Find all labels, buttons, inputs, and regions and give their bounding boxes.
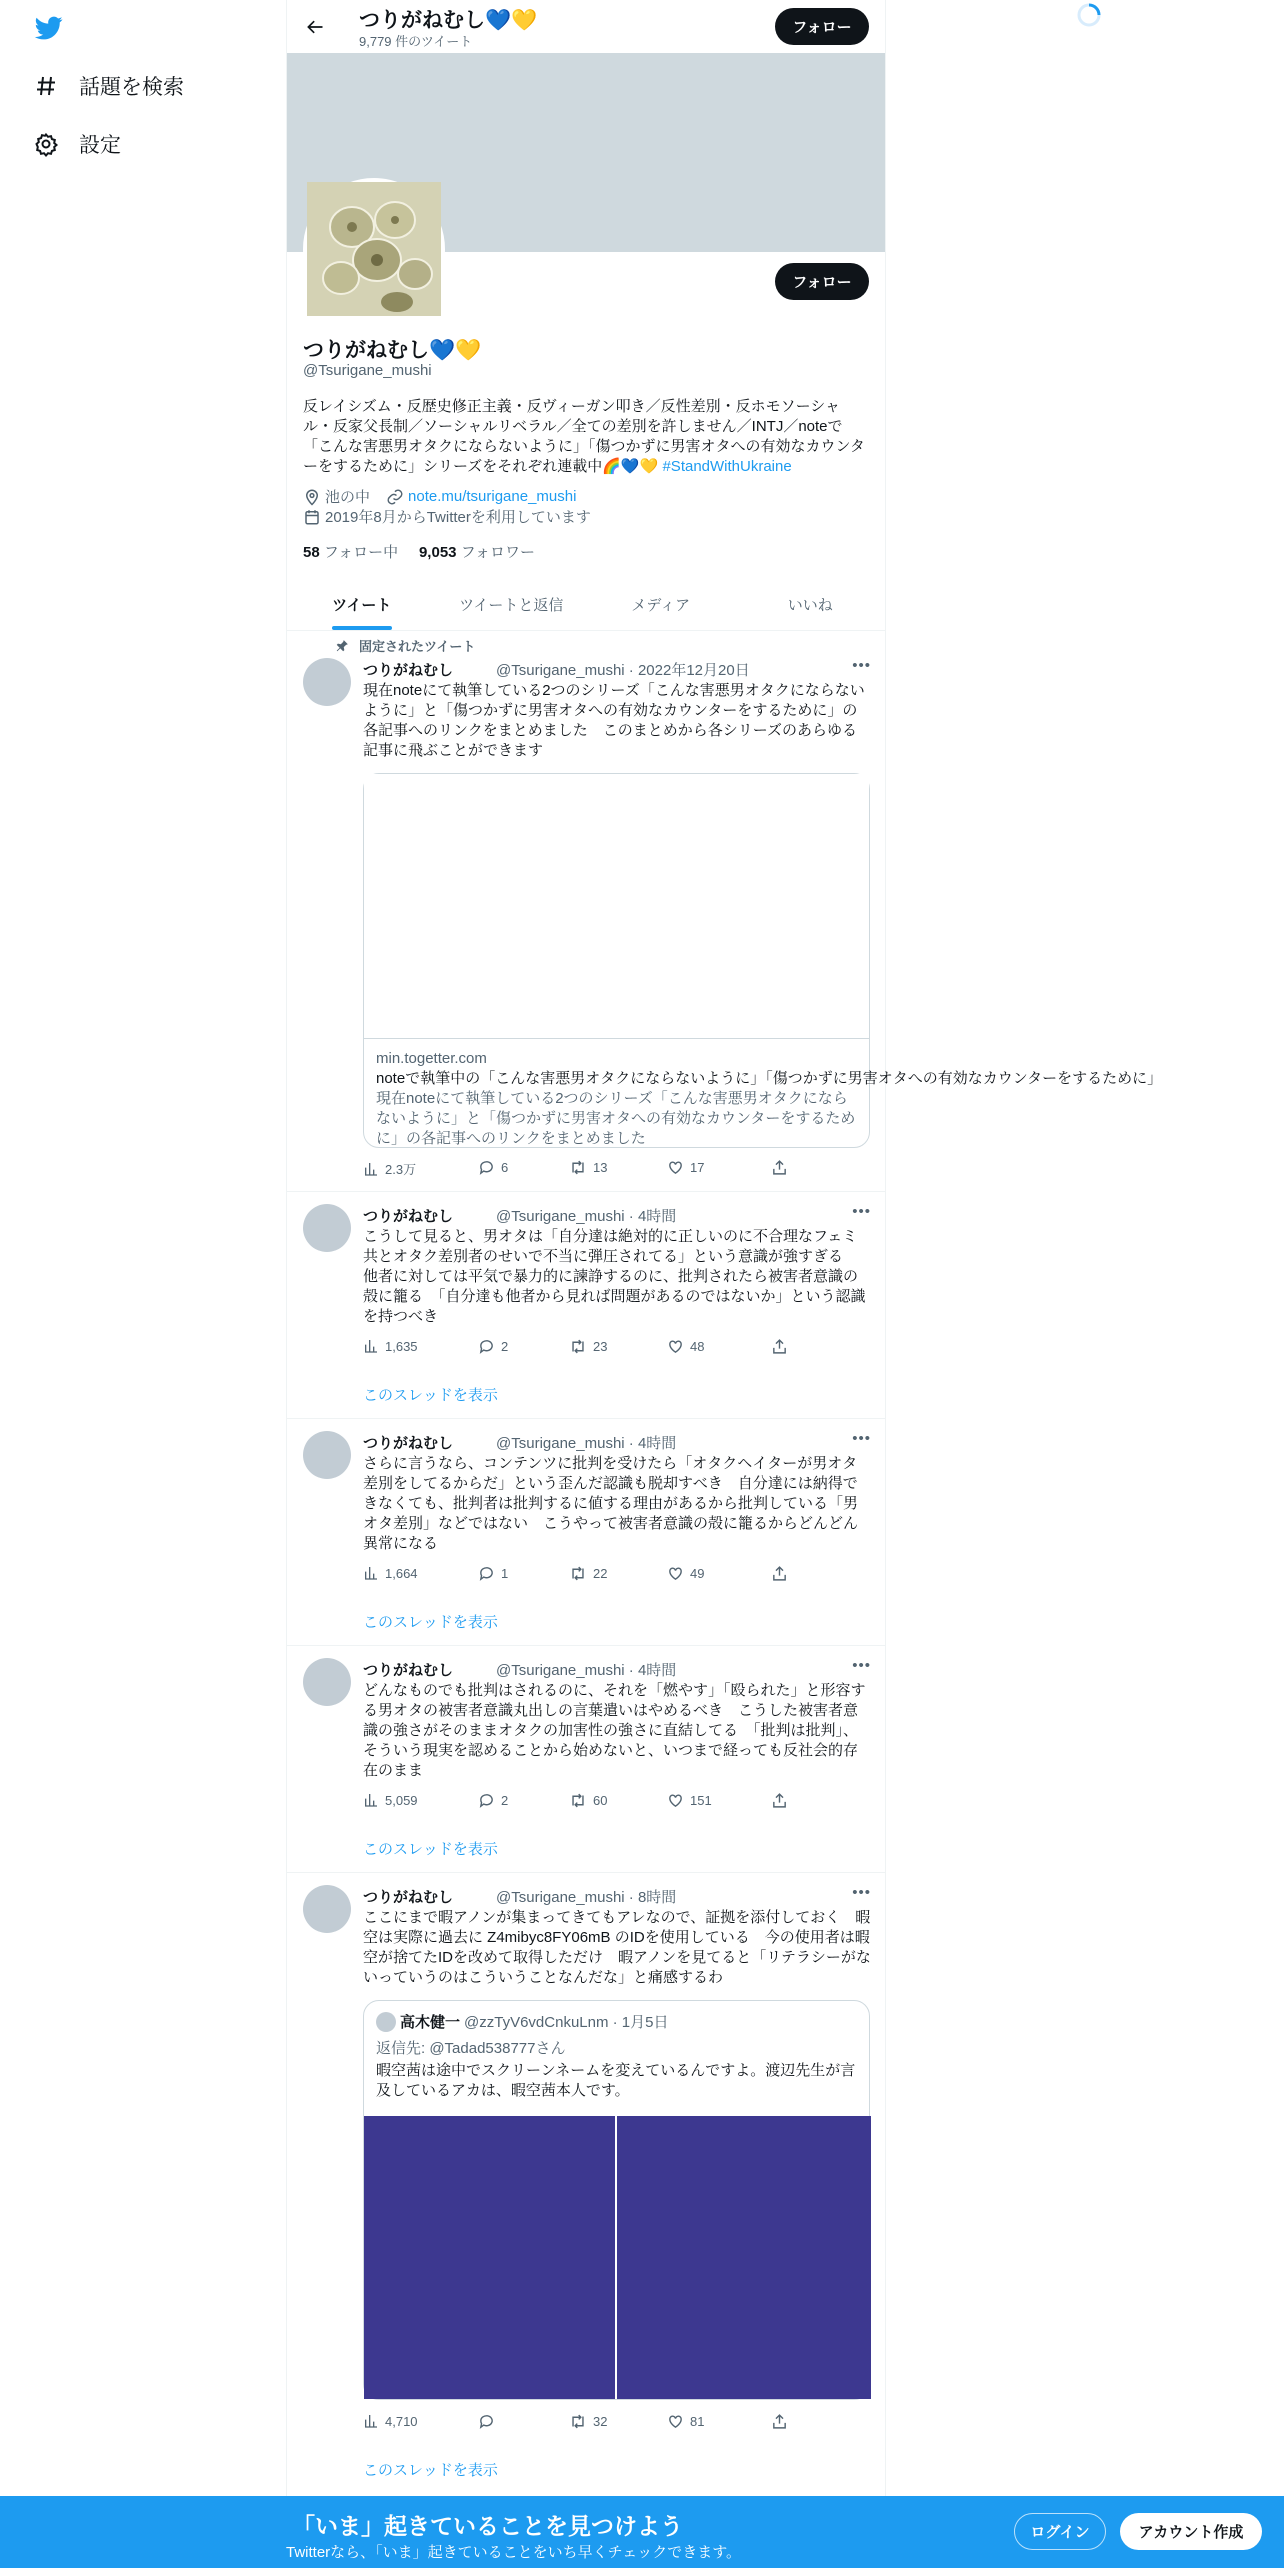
tweet-avatar[interactable]	[303, 1885, 351, 1933]
hashtag-icon	[33, 73, 59, 99]
heart-icon	[667, 1792, 684, 1809]
follow-counts	[303, 541, 535, 562]
tweet-avatar[interactable]	[303, 1204, 351, 1252]
signup-button[interactable]: アカウント作成	[1120, 2513, 1262, 2550]
show-thread-link[interactable]: このスレッドを表示	[363, 1614, 498, 1631]
left-nav	[0, 0, 286, 2568]
tweet-avatar[interactable]	[303, 658, 351, 706]
quoted-reply-to: 返信先: @Tadad538777さん	[376, 2040, 566, 2057]
link-card-image	[364, 774, 869, 1039]
share-button[interactable]	[771, 2413, 794, 2430]
link-card-domain: min.togetter.com	[376, 1050, 487, 1067]
tweet-actions	[363, 2413, 793, 2433]
views-count: 1,635	[385, 1338, 418, 1354]
tab-media[interactable]	[586, 578, 736, 630]
retweet-icon	[569, 1159, 587, 1176]
tweet-actions	[363, 1792, 793, 1812]
tab-likes-label: いいね	[787, 596, 833, 614]
like-button[interactable]	[667, 1792, 712, 1809]
pinned-label: 固定されたツイート	[359, 639, 476, 654]
profile-bio	[303, 397, 869, 477]
follow-button-header[interactable]: フォロー	[775, 8, 869, 45]
signup-prompt-title: 「いま」起きていることを見つけよう	[292, 2513, 683, 2539]
calendar-icon	[303, 508, 321, 526]
tweet-author-name[interactable]: つりがねむし	[363, 1208, 454, 1225]
share-icon	[771, 2413, 788, 2430]
reply-icon	[478, 2413, 495, 2430]
views-icon	[363, 2413, 379, 2429]
link-card[interactable]	[363, 773, 1163, 1148]
profile-website-link[interactable]: note.mu/tsurigane_mushi	[408, 488, 577, 505]
link-card-title: noteで執筆中の「こんな害悪男オタクにならないように」「傷つかずに男害オタへの有効なカウンターをするために」	[376, 1070, 1163, 1087]
show-thread-link[interactable]: このスレッドを表示	[363, 1841, 498, 1858]
like-count: 81	[690, 2414, 705, 2429]
profile-avatar[interactable]	[303, 178, 445, 320]
pin-icon	[335, 639, 349, 653]
like-count: 48	[690, 1339, 705, 1354]
quoted-tweet-header	[376, 2011, 668, 2032]
header-tweet-count: 9,779 件のツイート	[359, 34, 473, 49]
quoted-tweet-avatar	[376, 2012, 396, 2032]
retweet-icon	[569, 2413, 587, 2430]
active-tab-indicator	[332, 626, 392, 630]
location-pin-icon	[303, 488, 321, 506]
retweet-icon	[569, 1338, 587, 1355]
header-profile-name: つりがねむし💙💛	[359, 9, 538, 32]
tab-replies-label: ツイートと返信	[459, 596, 564, 614]
pinned-indicator	[335, 636, 475, 655]
tab-media-label: メディア	[631, 596, 691, 614]
tab-tweets-label: ツイート	[332, 596, 392, 614]
views-count: 4,710	[385, 2413, 418, 2429]
views-button[interactable]	[363, 1159, 416, 1178]
followers-count: 9,053	[418, 544, 457, 561]
retweet-button[interactable]	[569, 1792, 607, 1809]
views-button[interactable]	[363, 1338, 418, 1354]
like-count: 49	[690, 1566, 705, 1581]
bio-text: 反レイシズム・反歴史修正主義・反ヴィーガン叩き／反性差別・反ホモソーシャル・反家父長制／ソーシャルリベラル／全ての差別を許しません／INTJ／noteで「こんな害悪男オタクにならないように」「傷つかずに男害オタへの有効なカウンターをするために」シリーズをそれぞれ連載中🌈💙💛	[303, 398, 865, 475]
like-button[interactable]	[667, 1565, 704, 1582]
views-button[interactable]	[363, 1792, 418, 1808]
tweet-author-handle[interactable]: @Tsurigane_mushi · 4時間	[496, 1662, 677, 1679]
like-button[interactable]	[667, 1338, 704, 1355]
like-count: 17	[690, 1160, 705, 1175]
share-button[interactable]	[771, 1792, 794, 1809]
following-link[interactable]	[303, 544, 398, 561]
tab-tweets[interactable]	[287, 578, 437, 630]
loading-spinner-icon	[1076, 2, 1102, 28]
show-thread-link[interactable]: このスレッドを表示	[363, 1387, 498, 1404]
tweet-author-handle[interactable]: @Tsurigane_mushi · 4時間	[496, 1208, 677, 1225]
nav-explore-label: 話題を検索	[79, 76, 184, 99]
retweet-count: 32	[593, 2414, 608, 2429]
tweet[interactable]	[287, 1192, 885, 1419]
heart-icon	[667, 2413, 684, 2430]
signup-prompt-subtitle: Twitterなら、「いま」起きていることをいち早くチェックできます。	[286, 2544, 742, 2561]
tweet-author-handle[interactable]: @Tsurigane_mushi · 4時間	[496, 1435, 677, 1452]
following-count: 58	[303, 544, 320, 561]
like-button[interactable]	[667, 1159, 704, 1176]
tweet-author-name[interactable]: つりがねむし	[363, 662, 454, 679]
share-button[interactable]	[771, 1565, 794, 1582]
views-icon	[363, 1161, 379, 1177]
followers-link[interactable]	[419, 544, 535, 561]
profile-name: つりがねむし💙💛	[303, 339, 482, 362]
heart-icon	[667, 1338, 684, 1355]
profile-joined: 2019年8月からTwitterを利用しています	[325, 509, 591, 526]
heart-icon	[667, 1159, 684, 1176]
quoted-image-1[interactable]	[364, 2116, 615, 2399]
tweet-author-name[interactable]: つりがねむし	[363, 1662, 454, 1679]
retweet-button[interactable]	[569, 1159, 607, 1176]
quoted-tweet[interactable]	[363, 2000, 870, 2400]
follow-button[interactable]: フォロー	[775, 263, 869, 300]
tweet-text: さらに言うなら、コンテンツに批判を受けたら「オタクヘイターが男オタ差別をしてるからだ」という歪んだ認識も脱却すべき 自分達には納得できなくても、批判者は批判するに値する理由があるから批判している「男オタ差別」などではない こうやって被害者意識の殻に籠るからどんどん異常になる	[363, 1455, 859, 1552]
link-card-description: 現在noteにて執筆している2つのシリーズ「こんな害悪男オタクにならないように」と「傷つかずに男害オタへの有効なカウンターをするために」の各記事へのリンクをまとめました	[376, 1090, 856, 1147]
tweet-actions	[363, 1565, 793, 1585]
views-button[interactable]	[363, 2413, 418, 2429]
quoted-author-name: 高木健一	[400, 2014, 461, 2031]
back-arrow-icon[interactable]	[301, 13, 329, 41]
nav-settings-label: 設定	[79, 134, 121, 157]
profile-handle: @Tsurigane_mushi	[303, 362, 432, 379]
share-icon	[771, 1565, 788, 1582]
quoted-tweet-text: 暇空茜は途中でスクリーンネームを変えているんですよ。渡辺先生が言及しているアカは、暇空茜本人です。	[376, 2062, 856, 2099]
tweet-text: 現在noteにて執筆している2つのシリーズ「こんな害悪男オタクにならないように」と「傷つかずに男害オタへの有効なカウンターをするために」の各記事へのリンクをまとめました このまとめから各シリーズのあらゆる記事に飛ぶことができます	[363, 682, 865, 759]
profile-joined-row	[303, 506, 591, 527]
share-button[interactable]	[771, 1338, 794, 1355]
retweet-button[interactable]	[569, 1338, 607, 1355]
quoted-image-2[interactable]	[617, 2116, 871, 2399]
share-button[interactable]	[771, 1159, 794, 1176]
login-button[interactable]: ログイン	[1014, 2513, 1106, 2550]
reply-icon	[478, 1338, 495, 1355]
reply-button[interactable]	[478, 1338, 508, 1355]
show-thread-link[interactable]: このスレッドを表示	[363, 2462, 498, 2479]
views-button[interactable]	[363, 1565, 418, 1581]
retweet-icon	[569, 1792, 587, 1809]
share-icon	[771, 1792, 788, 1809]
reply-button[interactable]	[478, 1565, 508, 1582]
tweet-actions	[363, 1159, 793, 1179]
share-icon	[771, 1159, 788, 1176]
tweet[interactable]	[287, 1873, 885, 2496]
tweet-author-handle[interactable]: @Tsurigane_mushi · 8時間	[496, 1889, 677, 1906]
reply-icon	[478, 1792, 495, 1809]
following-label: フォロー中	[323, 544, 399, 561]
reply-count: 1	[501, 1566, 509, 1581]
retweet-icon	[569, 1565, 587, 1582]
retweet-button[interactable]	[569, 1565, 607, 1582]
tweet[interactable]	[287, 1646, 885, 1873]
tweet-avatar[interactable]	[303, 1658, 351, 1706]
reply-icon	[478, 1565, 495, 1582]
reply-count: 2	[501, 1793, 509, 1808]
tab-tweets-and-replies[interactable]	[437, 578, 587, 630]
nav-settings[interactable]	[33, 124, 121, 164]
gear-icon	[33, 131, 59, 157]
views-icon	[363, 1792, 379, 1808]
views-icon	[363, 1565, 379, 1581]
reply-button[interactable]	[478, 2413, 501, 2430]
tweet-author-name[interactable]: つりがねむし	[363, 1435, 454, 1452]
tweet[interactable]	[287, 1419, 885, 1646]
tweet-text: ここにまで暇アノンが集まってきてもアレなので、証拠を添付しておく 暇空は実際に過去に Z4mibyc8FY06mB のIDを使用している 今の使用者は暇空が捨てたIDを改めて取得しただけ 暇アノンを見てると「リテラシーがないっていうのはこういうことなんだな」と痛感するわ	[363, 1909, 871, 1986]
tweet-avatar[interactable]	[303, 1431, 351, 1479]
reply-count: 6	[501, 1160, 509, 1175]
retweet-count: 60	[593, 1793, 608, 1808]
tweet-actions	[363, 1338, 793, 1358]
reply-button[interactable]	[478, 1159, 508, 1176]
more-options-icon[interactable]: •••	[852, 1203, 871, 1220]
reply-count: 2	[501, 1339, 509, 1354]
nav-explore[interactable]	[33, 66, 184, 106]
profile-location: 池の中	[325, 489, 371, 506]
reply-icon	[478, 1159, 495, 1176]
profile-header-bar	[287, 0, 885, 53]
retweet-count: 13	[593, 1160, 608, 1175]
tab-likes[interactable]	[736, 578, 886, 630]
followers-label: フォロワー	[460, 544, 535, 561]
reply-button[interactable]	[478, 1792, 508, 1809]
retweet-count: 23	[593, 1339, 608, 1354]
more-options-icon[interactable]: •••	[852, 657, 871, 674]
profile-meta-row	[303, 486, 576, 507]
tweet-text: こうして見ると、男オタは「自分達は絶対的に正しいのに不合理なフェミ共とオタク差別者のせいで不当に弾圧されてる」という意識が強すぎる 他者に対しては平気で暴力的に諫諍するのに、批判されたら被害者意識の殻に籠る 「自分達も他者から見れば問題があるのではないか」という認識を持つべき	[363, 1228, 866, 1325]
share-icon	[771, 1338, 788, 1355]
views-count: 1,664	[385, 1565, 418, 1581]
tweet[interactable]	[287, 631, 1163, 1192]
link-icon	[386, 488, 404, 506]
views-count: 5,059	[385, 1792, 418, 1808]
signup-prompt-bar	[0, 2496, 1284, 2568]
views-icon	[363, 1338, 379, 1354]
more-options-icon[interactable]: •••	[852, 1884, 871, 1901]
twitter-logo-icon[interactable]	[33, 14, 65, 42]
views-count: 2.3万	[385, 1162, 417, 1177]
like-count: 151	[690, 1793, 712, 1808]
retweet-count: 22	[593, 1566, 608, 1581]
more-options-icon[interactable]: •••	[852, 1430, 871, 1447]
more-options-icon[interactable]: •••	[852, 1657, 871, 1674]
bio-hashtag-link[interactable]: #StandWithUkraine	[662, 458, 792, 475]
retweet-button[interactable]	[569, 2413, 607, 2430]
tweet-text: どんなものでも批判はされるのに、それを「燃やす」「殴られた」と形容する男オタの被害者意識丸出しの言葉遣いはやめるべき こうした被害者意識の強さがそのままオタクの加害性の強さに直結してる 「批判は批判」、そういう現実を認めることから始めないと、いつまで経っても反社会的存在のまま	[363, 1682, 866, 1779]
heart-icon	[667, 1565, 684, 1582]
profile-tabs	[287, 578, 885, 631]
tweet-author-name[interactable]: つりがねむし	[363, 1889, 454, 1906]
tweet-author-handle[interactable]: @Tsurigane_mushi · 2022年12月20日	[496, 662, 750, 679]
quoted-author-handle: @zzTyV6vdCnkuLnm · 1月5日	[464, 2014, 669, 2031]
like-button[interactable]	[667, 2413, 704, 2430]
